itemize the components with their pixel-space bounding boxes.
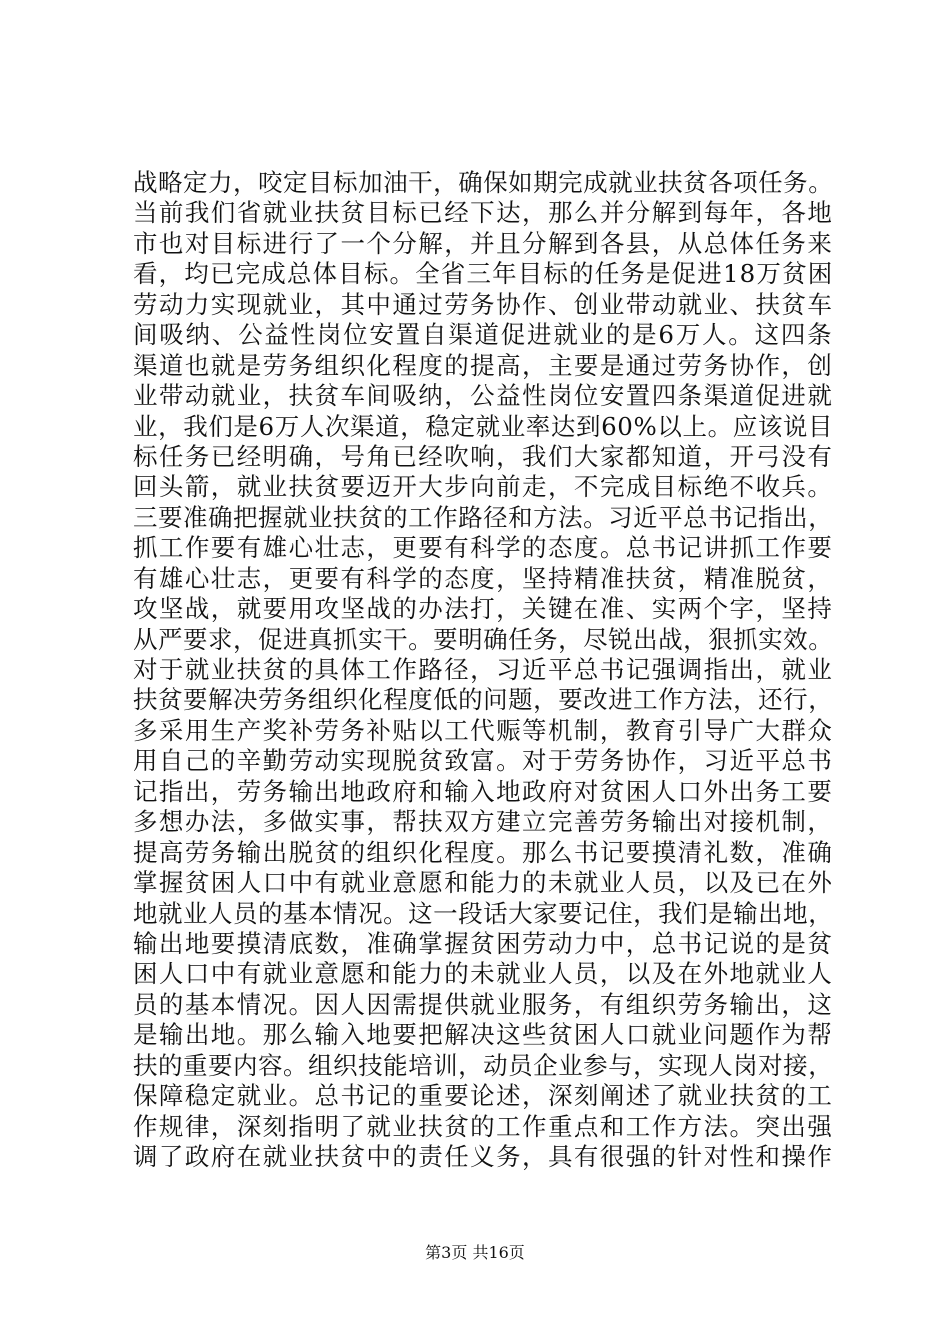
text-line: 是输出地。那么输入地要把解决这些贫困人口就业问题作为帮 bbox=[133, 1020, 834, 1050]
text-line: 地就业人员的基本情况。这一段话大家要记住，我们是输出地， bbox=[133, 898, 834, 928]
text-line: 间吸纳、公益性岗位安置自渠道促进就业的是6万人。这四条 bbox=[133, 320, 834, 350]
text-line: 业带动就业，扶贫车间吸纳，公益性岗位安置四条渠道促进就 bbox=[133, 381, 834, 411]
text-line: 用自己的辛勤劳动实现脱贫致富。对于劳务协作，习近平总书 bbox=[133, 746, 834, 776]
text-line: 保障稳定就业。总书记的重要论述，深刻阐述了就业扶贫的工 bbox=[133, 1081, 834, 1111]
text-line: 有雄心壮志，更要有科学的态度，坚持精准扶贫，精准脱贫， bbox=[133, 563, 834, 593]
body-text bbox=[133, 168, 833, 1172]
text-line: 多采用生产奖补劳务补贴以工代赈等机制，教育引导广大群众 bbox=[133, 715, 834, 745]
text-line: 市也对目标进行了一个分解，并且分解到各县，从总体任务来 bbox=[133, 228, 834, 258]
text-line: 战略定力，咬定目标加油干，确保如期完成就业扶贫各项任务。 bbox=[133, 168, 834, 197]
text-line: 回头箭，就业扶贫要迈开大步向前走，不完成目标绝不收兵。 bbox=[133, 472, 834, 502]
text-line: 三要准确把握就业扶贫的工作路径和方法。习近平总书记指出， bbox=[133, 502, 834, 532]
text-line: 从严要求，促进真抓实干。要明确任务，尽锐出战，狠抓实效。 bbox=[133, 624, 834, 654]
text-line: 劳动力实现就业，其中通过劳务协作、创业带动就业、扶贫车 bbox=[133, 289, 834, 319]
text-line: 多想办法，多做实事，帮扶双方建立完善劳务输出对接机制， bbox=[133, 807, 834, 837]
text-line: 当前我们省就业扶贫目标已经下达，那么并分解到每年，各地 bbox=[133, 198, 834, 228]
text-line: 扶贫要解决劳务组织化程度低的问题，要改进工作方法，还行， bbox=[133, 685, 834, 715]
text-line: 抓工作要有雄心壮志，更要有科学的态度。总书记讲抓工作要 bbox=[133, 533, 834, 563]
text-line: 扶的重要内容。组织技能培训，动员企业参与，实现人岗对接， bbox=[133, 1050, 834, 1080]
text-line: 业，我们是6万人次渠道，稳定就业率达到60%以上。应该说目 bbox=[133, 411, 834, 441]
text-line: 渠道也就是劳务组织化程度的提高，主要是通过劳务协作，创 bbox=[133, 350, 834, 380]
text-line: 员的基本情况。因人因需提供就业服务，有组织劳务输出，这 bbox=[133, 989, 834, 1019]
text-line: 调了政府在就业扶贫中的责任义务，具有很强的针对性和操作 bbox=[133, 1142, 834, 1171]
text-line: 记指出，劳务输出地政府和输入地政府对贫困人口外出务工要 bbox=[133, 776, 834, 806]
text-line: 输出地要摸清底数，准确掌握贫困劳动力中，总书记说的是贫 bbox=[133, 928, 834, 958]
text-line: 对于就业扶贫的具体工作路径，习近平总书记强调指出，就业 bbox=[133, 655, 834, 684]
text-line: 掌握贫困人口中有就业意愿和能力的未就业人员，以及已在外 bbox=[133, 868, 834, 898]
text-line: 作规律，深刻指明了就业扶贫的工作重点和工作方法。突出强 bbox=[133, 1111, 834, 1141]
text-line: 标任务已经明确，号角已经吹响，我们大家都知道，开弓没有 bbox=[133, 441, 834, 471]
text-line: 攻坚战，就要用攻坚战的办法打，关键在准、实两个字，坚持 bbox=[133, 594, 834, 624]
text-line: 看，均已完成总体目标。全省三年目标的任务是促进18万贫困 bbox=[133, 259, 834, 289]
text-line: 困人口中有就业意愿和能力的未就业人员，以及在外地就业人 bbox=[133, 959, 834, 989]
text-line: 提高劳务输出脱贫的组织化程度。那么书记要摸清礼数，准确 bbox=[133, 837, 834, 867]
page-footer: 第3页 共16页 bbox=[425, 1243, 525, 1262]
